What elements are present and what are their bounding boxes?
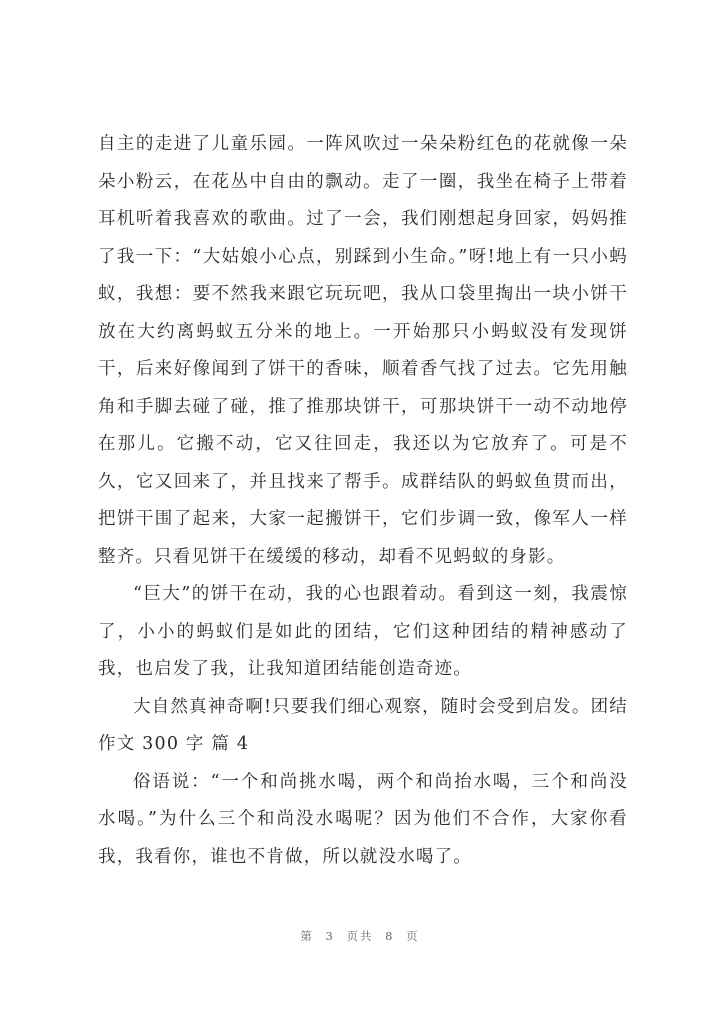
footer-middle: 页共 [346, 929, 374, 943]
paragraph-1: 自主的走进了儿童乐园。一阵风吹过一朵朵粉红色的花就像一朵朵小粉云，在花丛中自由的飘动。走了一圈，我坐在椅子上带着耳机听着我喜欢的歌曲。过了一会，我们刚想起身回家，妈妈推了我一下：“大姑娘小心点，别踩到小生命。”呀!地上有一只小蚂蚁，我想：要不然我来跟它玩玩吧，我从口袋里掏出一块小饼干放在大约离蚂蚁五分米的地上。一开始那只小蚂蚁没有发现饼干，后来好像闻到了饼干的香味，顺着香气找了过去。它先用触角和手脚去碰了碰，推了推那块饼干，可那块饼干一动不动地停在那儿。它搬不动，它又往回走，我还以为它放弃了。可是不久，它又回来了，并且找来了帮手。成群结队的蚂蚁鱼贯而出，把饼干围了起来，大家一起搬饼干，它们步调一致，像军人一样整齐。只看见饼干在缓缓的移动，却看不见蚂蚁的身影。 [98, 134, 628, 567]
footer-prefix: 第 [300, 929, 314, 943]
paragraph-3: 大自然真神奇啊!只要我们细心观察，随时会受到启发。团结作文 300 字 篇 4 [98, 696, 628, 754]
page-footer [0, 928, 720, 944]
paragraph-2: “巨大”的饼干在动，我的心也跟着动。看到这一刻，我震惊了，小小的蚂蚁们是如此的团结，它们这种团结的精神感动了我，也启发了我，让我知道团结能创造奇迹。 [98, 584, 628, 679]
footer-total-pages: 8 [385, 929, 395, 943]
footer-suffix: 页 [406, 929, 420, 943]
document-body [98, 126, 628, 876]
footer-current-page: 3 [325, 929, 335, 943]
paragraph-4: 俗语说：“一个和尚挑水喝，两个和尚抬水喝，三个和尚没水喝。”为什么三个和尚没水喝呢？因为他们不合作，大家你看我，我看你，谁也不肯做，所以就没水喝了。 [98, 771, 628, 867]
